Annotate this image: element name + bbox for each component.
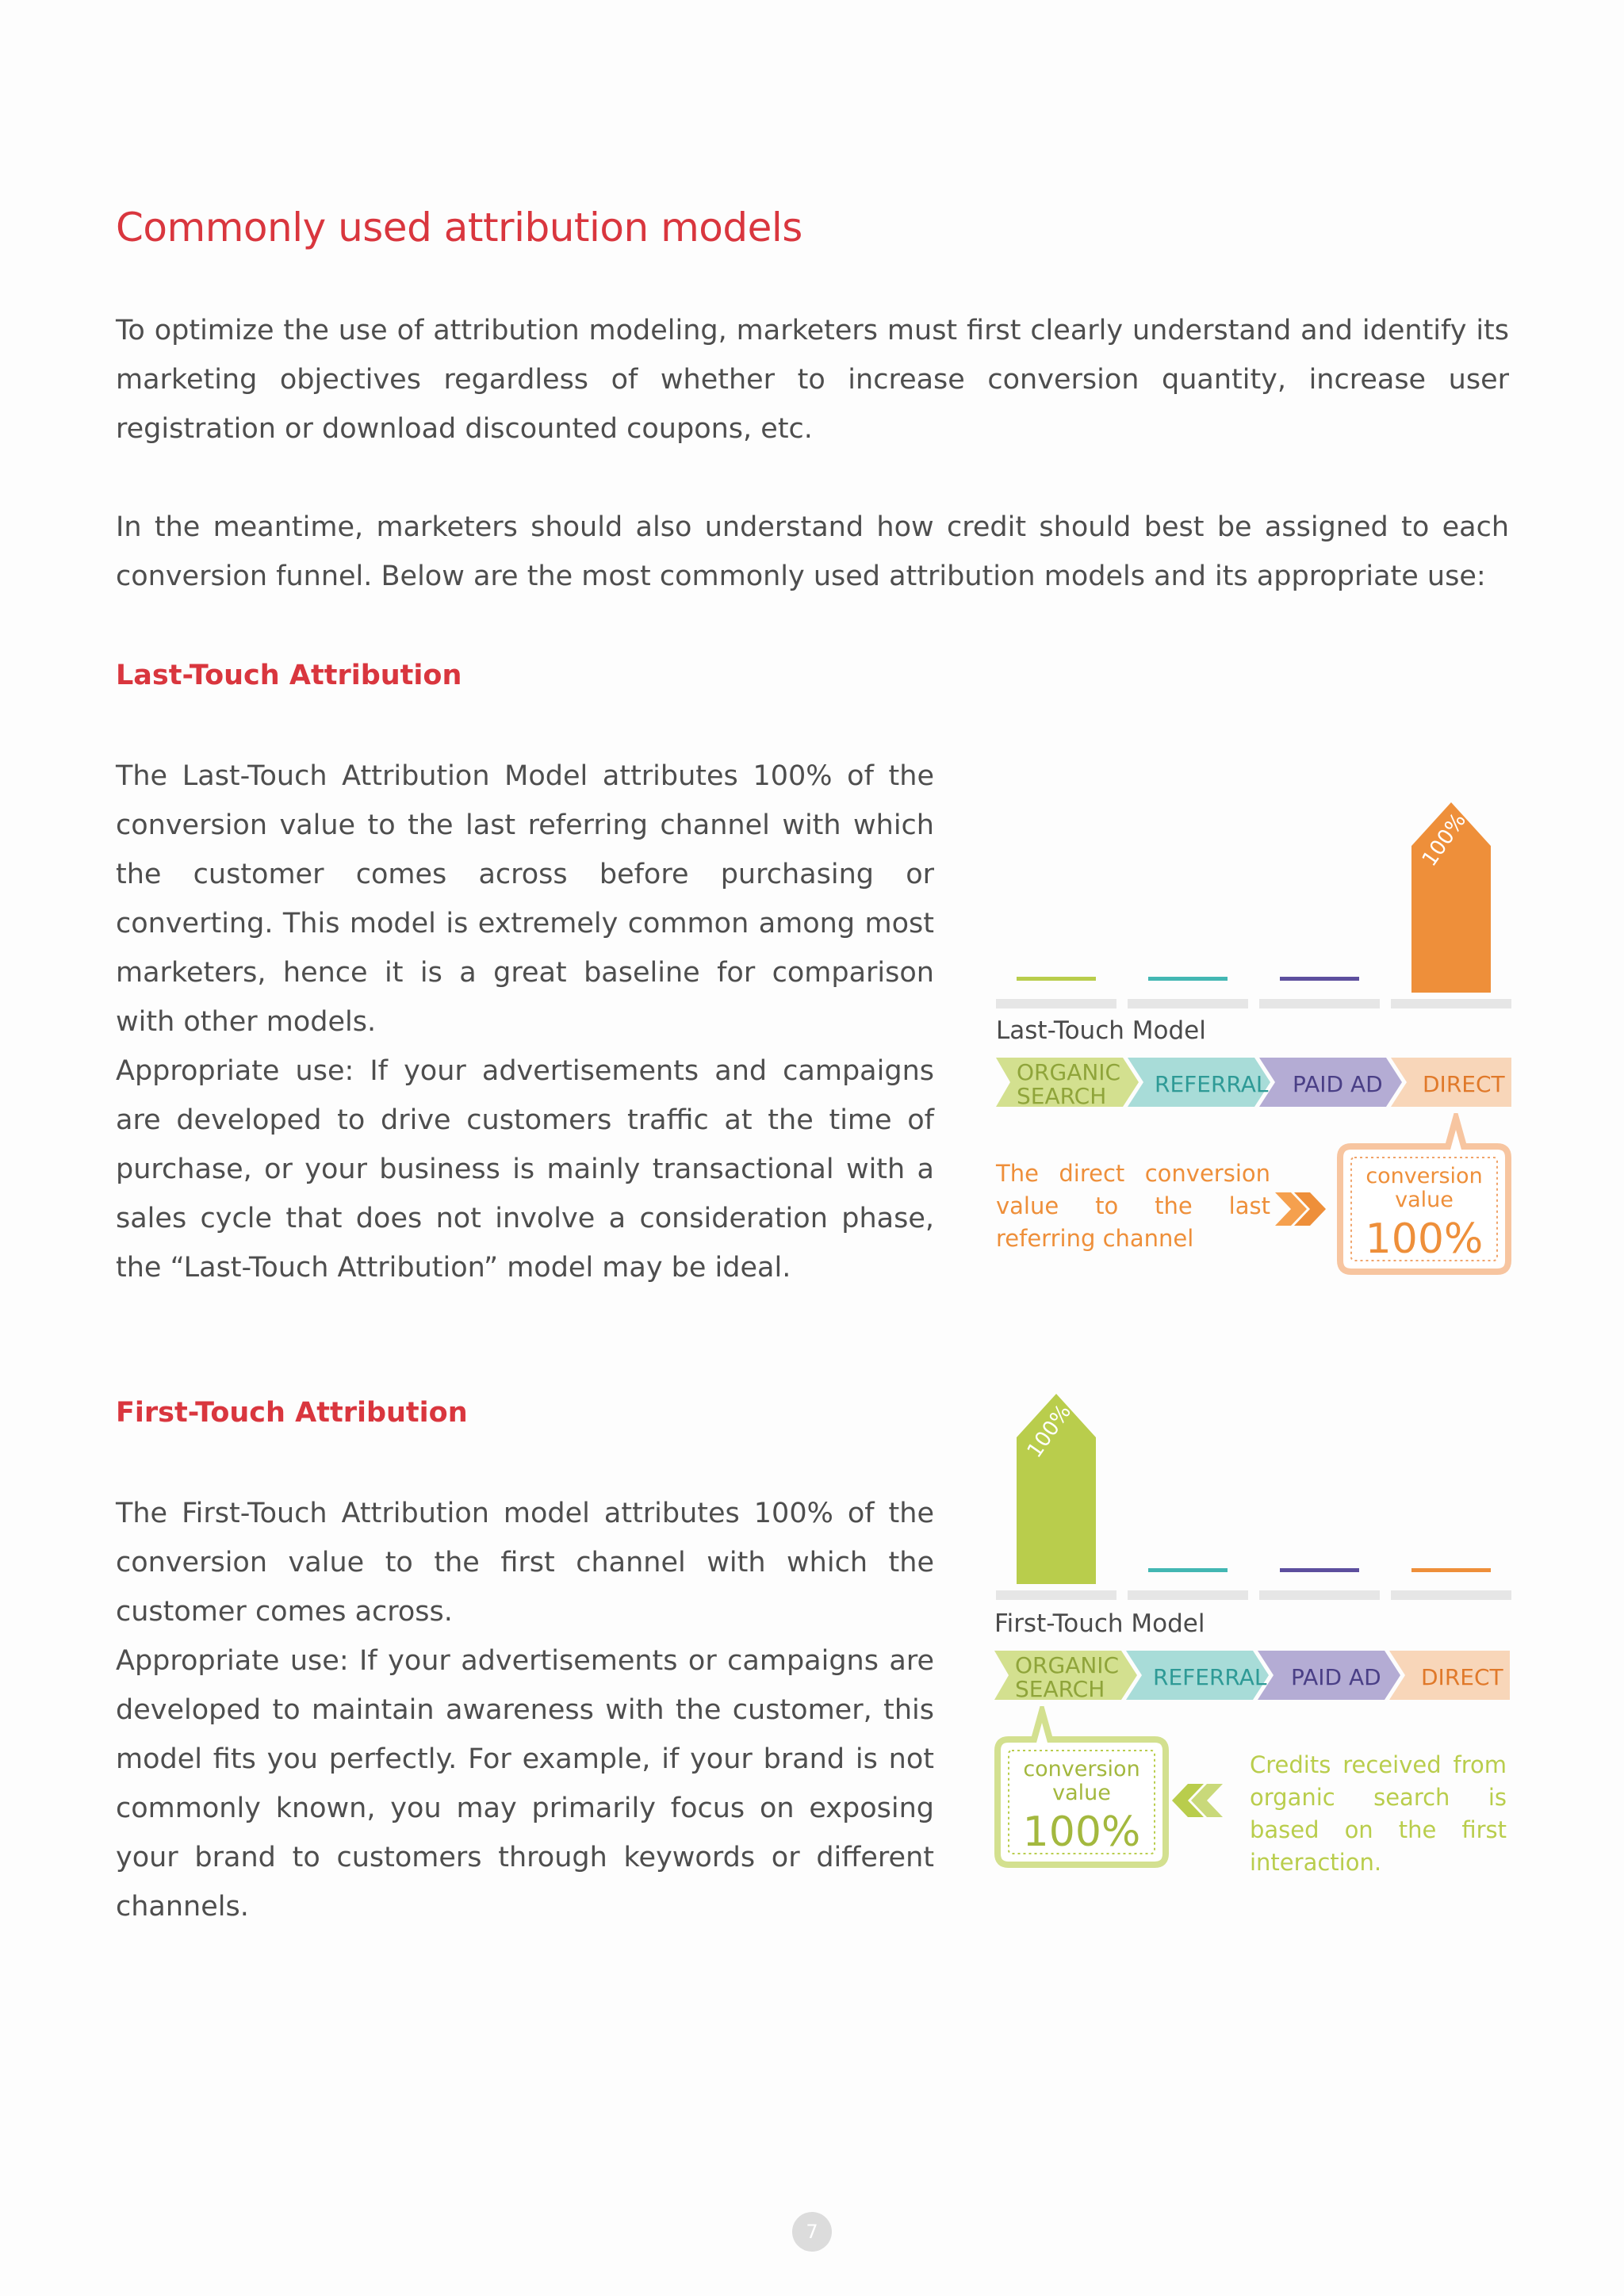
last-touch-explanation: The direct conversion value to the last referring channel xyxy=(996,1160,1270,1252)
channel-search-label: SEARCH xyxy=(1017,1083,1107,1109)
intro-paragraph-1: To optimize the use of attribution modeling, marketers must first clearly understand and identify its marketing objectives regardless of whether to increase conversion quantity, increase user registration or download discounted coupons, etc. xyxy=(116,315,1509,445)
page-title: Commonly used attribution models xyxy=(116,205,802,251)
first-touch-bars xyxy=(1017,1394,1491,1584)
first-touch-bar-3 xyxy=(1280,1568,1359,1572)
first-touch-baseline-3 xyxy=(1259,1590,1380,1600)
last-touch-bars xyxy=(1017,802,1491,993)
callout-percent-value: 100% xyxy=(1365,1215,1484,1263)
last-touch-bar-3 xyxy=(1280,977,1359,981)
first-touch-conversion-callout xyxy=(994,1706,1169,1869)
first-touch-baseline-4 xyxy=(1391,1590,1511,1600)
first-touch-baseline-1 xyxy=(996,1590,1116,1600)
channel-direct-label: DIRECT xyxy=(1423,1071,1505,1097)
first-touch-channel-arrows xyxy=(994,1649,1510,1705)
channel-paid-ad-label: PAID AD xyxy=(1291,1664,1381,1690)
callout-value-text: value xyxy=(1395,1188,1454,1212)
channel-referral-label: REFERRAL xyxy=(1153,1664,1267,1690)
channel-search-label: SEARCH xyxy=(1015,1676,1105,1702)
last-touch-appropriate-use: Appropriate use: If your advertisements and campaigns are developed to drive customers traffic at the time of purchase, or your business is mainly transactional with a sales cycle that does not involve a consideration phase, the “Last-Touch Attribution” model may be ideal. xyxy=(116,1055,934,1284)
first-touch-appropriate-use: Appropriate use: If your advertisements or campaigns are developed to maintain awareness with the customer, this model fits you perfectly. For example, if your brand is not commonly known, you may primarily focus on exposing your brand to customers through keywords or different channels. xyxy=(116,1645,934,1923)
channel-organic-label: ORGANIC xyxy=(1017,1059,1121,1085)
first-touch-bar-value-label: 100% xyxy=(1022,1400,1077,1463)
callout-percent-value: 100% xyxy=(1022,1808,1141,1856)
last-touch-bar-1 xyxy=(1017,977,1096,981)
channel-referral-label: REFERRAL xyxy=(1155,1071,1269,1097)
callout-value-text: value xyxy=(1052,1781,1111,1805)
first-touch-bar-2 xyxy=(1148,1568,1228,1572)
callout-conversion-text: conversion xyxy=(1365,1164,1483,1188)
last-touch-bar-2 xyxy=(1148,977,1228,981)
last-touch-baselines xyxy=(996,999,1511,1008)
last-touch-baseline-4 xyxy=(1391,999,1511,1008)
last-touch-description: The Last-Touch Attribution Model attributes 100% of the conversion value to the last referring channel with which the customer comes across before purchasing or converting. This model is extremely common among most marketers, hence it is a great baseline for comparison with other models. xyxy=(116,760,934,1038)
first-touch-bar-chart xyxy=(991,1368,1515,1606)
double-chevron-right-icon xyxy=(1275,1189,1331,1229)
last-touch-bar-chart xyxy=(991,777,1515,1015)
first-touch-bar-4 xyxy=(1411,1568,1491,1572)
callout-conversion-text: conversion xyxy=(1023,1757,1140,1781)
first-touch-baseline-2 xyxy=(1128,1590,1248,1600)
last-touch-channel-arrows xyxy=(996,1056,1511,1112)
channel-organic-label: ORGANIC xyxy=(1015,1652,1120,1678)
last-touch-baseline-1 xyxy=(996,999,1116,1008)
last-touch-baseline-2 xyxy=(1128,999,1248,1008)
last-touch-model-label: Last-Touch Model xyxy=(996,1016,1206,1045)
channel-paid-ad-label: PAID AD xyxy=(1293,1071,1383,1097)
first-touch-heading: First-Touch Attribution xyxy=(116,1397,468,1429)
first-touch-baselines xyxy=(996,1590,1511,1600)
page-number: 7 xyxy=(792,2212,832,2252)
last-touch-heading: Last-Touch Attribution xyxy=(116,660,462,691)
first-touch-description: The First-Touch Attribution model attributes 100% of the conversion value to the first channel with which the customer comes across. xyxy=(116,1498,934,1628)
last-touch-bar-value-label: 100% xyxy=(1417,809,1472,871)
first-touch-explanation: Credits received from organic search is based on the first interaction. xyxy=(1250,1751,1507,1876)
intro-paragraph-2: In the meantime, marketers should also understand how credit should best be assigned to each conversion funnel. Below are the most commonly used attribution models and its appropriate use: xyxy=(116,511,1509,592)
double-chevron-left-icon xyxy=(1172,1781,1228,1820)
last-touch-conversion-callout xyxy=(1337,1113,1511,1276)
last-touch-baseline-3 xyxy=(1259,999,1380,1008)
channel-direct-label: DIRECT xyxy=(1421,1664,1503,1690)
first-touch-model-label: First-Touch Model xyxy=(994,1609,1205,1638)
